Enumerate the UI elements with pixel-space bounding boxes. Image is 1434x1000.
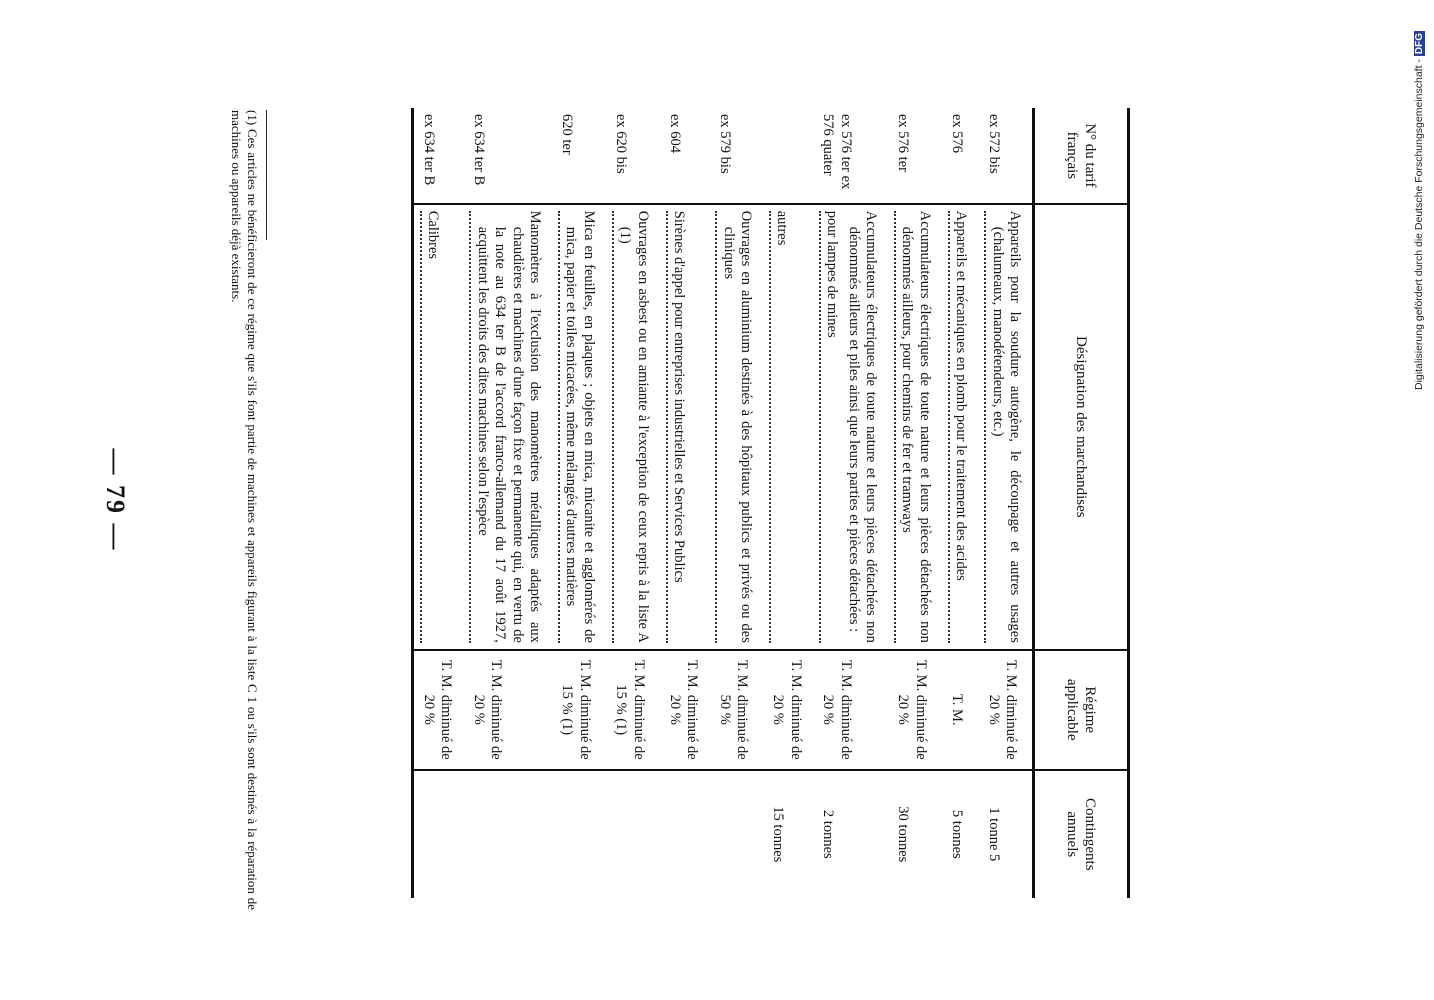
contingent-cell	[606, 770, 660, 898]
dot-leader	[894, 211, 896, 643]
dot-leader	[612, 211, 614, 643]
designation-cell	[412, 204, 463, 650]
regime-cell: T. M. diminué de 15 % (1)	[606, 650, 660, 770]
designation-cell	[763, 204, 813, 650]
tarif-number: ex 576 ter	[895, 114, 912, 172]
tarif-number: 620 ter	[559, 114, 576, 155]
regime-cell: T. M. diminué de 20 %	[888, 650, 942, 770]
designation-text: Manomètres à l'exclusion des manomètres métalliques adaptés aux chaudières et machines d'une façon fixe et permanente qui, en vertu de la note au 634 ter B de l'accord franco-allemand du 17 août 1927, acquittent les droits des dites machines selon l'espèce	[474, 210, 543, 643]
contingent-cell: 5 tonnes	[942, 770, 978, 898]
regime-cell: T. M. diminué de 50 %	[709, 650, 763, 770]
designation-cell	[552, 204, 606, 650]
dfg-logo: DFG	[1414, 32, 1425, 55]
regime-cell: T. M. diminué de 20 %	[763, 650, 813, 770]
dot-leader	[558, 211, 560, 643]
regime-cell: T. M. diminué de 20 %	[978, 650, 1033, 770]
designation-text: Calibres	[425, 210, 442, 260]
tarif-number: ex 579 bis	[716, 114, 733, 174]
sub-designation-text: pour lampes de mines	[824, 210, 841, 338]
table-row	[660, 108, 710, 898]
dot-leader	[469, 211, 471, 643]
contingent-cell	[463, 770, 552, 898]
table-row	[978, 108, 1033, 898]
dot-leader	[715, 211, 717, 643]
designation-cell	[463, 204, 552, 650]
contingent-cell	[709, 770, 763, 898]
contingent-cell: 30 tonnes	[888, 770, 942, 898]
table-row	[606, 108, 660, 898]
tarif-number: ex 620 bis	[613, 114, 630, 174]
designation-cell	[606, 204, 660, 650]
contingent-cell	[660, 770, 710, 898]
credit-text: Digitalisierung gefördert durch die Deutsche Forschungsgemeinschaft -	[1413, 59, 1425, 390]
contingent-cell	[412, 770, 463, 898]
regime-cell: T. M. diminué de 20 %	[813, 650, 888, 770]
dot-leader	[420, 211, 422, 643]
tarif-number: ex 634 ter B	[470, 114, 487, 186]
regime-cell: T. M. diminué de 20 %	[463, 650, 552, 770]
designation-cell	[942, 204, 978, 650]
regime-cell: T. M.	[942, 650, 978, 770]
dot-leader	[948, 211, 950, 643]
designation-text: autres	[774, 210, 791, 246]
designation-text: Sirènes d'appel pour entreprises industrielles et Services Publics	[670, 210, 687, 583]
regime-cell: T. M. diminué de 15 % (1)	[552, 650, 606, 770]
tarif-number	[763, 108, 813, 204]
regime-cell: T. M. diminué de 20 %	[660, 650, 710, 770]
tariff-table	[411, 108, 1130, 898]
table-row	[942, 108, 978, 898]
dot-leader	[666, 211, 668, 643]
contingent-cell: 15 tonnes	[763, 770, 813, 898]
designation-text: Appareils et mécaniques en plomb pour le traitement des acides	[953, 210, 970, 581]
contingent-cell: 2 tonnes	[813, 770, 888, 898]
table-row	[552, 108, 606, 898]
contingent-cell: 1 tonne 5	[978, 770, 1033, 898]
header-designation: Désignation des marchandises	[1034, 204, 1129, 650]
credit-rotated	[1413, 10, 1427, 390]
designation-text: Accumulateurs électriques de toute nature et leurs pièces détachées non dénommés ailleurs et piles ainsi que leurs parties et pièces détachées :	[845, 210, 880, 643]
designation-cell	[978, 204, 1033, 650]
regime-cell: T. M. diminué de 20 %	[412, 650, 463, 770]
table-row	[412, 108, 463, 898]
header-tarif-no: N° du tarif français	[1034, 108, 1129, 204]
designation-text: Appareils pour la soudure autogène, le découpage et autres usages (chalumeaux, manodétendeurs, etc.)	[989, 210, 1023, 643]
tarif-number: ex 604	[666, 114, 683, 154]
designation-cell	[660, 204, 710, 650]
tarif-number: ex 576	[949, 114, 966, 154]
designation-cell	[888, 204, 942, 650]
designation-text: Accumulateurs électriques de toute nature et leurs pièces détachées non dénommés ailleurs, pour chemins de fer et tramways	[899, 210, 933, 643]
contingent-cell	[552, 770, 606, 898]
header-contingents: Contingents annuels	[1034, 770, 1129, 898]
dot-leader	[819, 211, 821, 643]
dot-leader	[984, 211, 986, 643]
tarif-number: ex 634 ter B	[412, 108, 463, 204]
header-regime: Régime applicable	[1034, 650, 1129, 770]
table-row	[888, 108, 942, 898]
table-header-row	[1034, 108, 1129, 898]
tarif-number: ex 576 ter ex 576 quater	[820, 114, 854, 190]
designation-text: Mica en feuilles, en plaques ; objets en mica, micanite et agglomérés de mica, papier et toiles micacées, même mélangés d'autres matières	[563, 210, 597, 643]
designation-cell	[813, 204, 888, 650]
footnote-rule	[266, 110, 267, 240]
table-row	[813, 108, 888, 898]
footnote: (1) Ces articles ne bénéficieront de ce régime que s'ils font partie de machines et appareils figurant à la liste C 1 ou s'ils sont destinés à la réparation de machines ou appareils déjà existants.	[229, 110, 260, 910]
designation-text: Ouvrages en aluminium destinés à des hôpitaux publics et privés ou des cliniques	[720, 210, 755, 643]
dot-leader	[769, 211, 771, 643]
digitization-credit	[1413, 10, 1427, 390]
table-row	[709, 108, 763, 898]
page-number: — 79 —	[101, 448, 130, 552]
designation-text: Ouvrages en asbest ou en amiante à l'exception de ceux repris à la liste A (1)	[617, 210, 651, 643]
designation-cell	[709, 204, 763, 650]
tarif-number: ex 572 bis	[985, 114, 1002, 174]
table-row	[463, 108, 552, 898]
table-row	[763, 108, 813, 898]
